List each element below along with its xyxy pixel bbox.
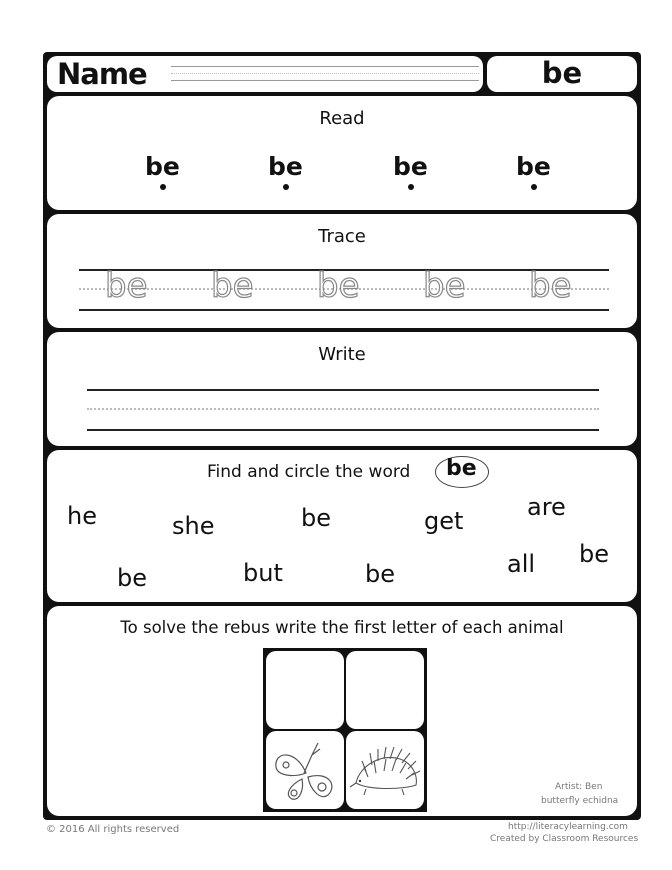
rebus-animal-2 <box>346 731 424 809</box>
rebus-answer-box-1[interactable] <box>266 651 344 729</box>
rebus-grid <box>263 648 427 812</box>
read-word-3: be <box>393 152 428 181</box>
find-word-she[interactable]: she <box>172 512 215 540</box>
find-target-word: be <box>446 456 477 481</box>
trace-base-line <box>79 309 609 311</box>
find-word-are[interactable]: are <box>527 493 566 521</box>
write-base-line <box>87 429 599 431</box>
find-word-all[interactable]: all <box>507 550 536 578</box>
read-title: Read <box>319 108 365 129</box>
read-dot-2 <box>283 184 289 190</box>
write-section[interactable] <box>47 332 637 446</box>
write-title: Write <box>318 344 366 365</box>
rebus-credit-1: Artist: Ben <box>555 782 603 792</box>
find-word-he[interactable]: he <box>67 502 97 530</box>
header-word: be <box>541 56 583 90</box>
header-word-box <box>487 56 637 92</box>
read-section <box>47 96 637 210</box>
echidna-icon <box>346 731 424 809</box>
trace-word-2: be <box>211 266 254 306</box>
read-word-2: be <box>268 152 303 181</box>
rebus-credit-2: butterfly echidna <box>541 796 619 806</box>
find-word-but[interactable]: but <box>243 559 283 587</box>
rebus-instruction: To solve the rebus write the first letter of each animal <box>120 618 564 637</box>
read-dot-3 <box>408 184 414 190</box>
trace-word-1: be <box>105 266 148 306</box>
butterfly-icon <box>266 731 344 809</box>
trace-title: Trace <box>318 226 366 247</box>
read-dot-1 <box>160 184 166 190</box>
rebus-answer-box-2[interactable] <box>346 651 424 729</box>
footer-copyright: © 2016 All rights reserved <box>46 824 180 835</box>
trace-word-5: be <box>529 266 572 306</box>
read-word-1: be <box>145 152 180 181</box>
find-section <box>47 450 637 602</box>
footer-url: http://literacylearning.com <box>508 822 628 832</box>
find-word-be-4[interactable]: be <box>365 560 395 588</box>
trace-word-3: be <box>317 266 360 306</box>
read-word-4: be <box>516 152 551 181</box>
find-word-get[interactable]: get <box>424 507 464 535</box>
find-instruction: Find and circle the word <box>207 462 411 482</box>
find-word-be-2[interactable]: be <box>579 540 609 568</box>
rebus-section <box>47 606 637 816</box>
rebus-animal-1 <box>266 731 344 809</box>
name-label: Name <box>57 57 147 91</box>
worksheet <box>43 52 641 820</box>
write-top-line <box>87 389 599 391</box>
trace-word-4: be <box>423 266 466 306</box>
trace-section <box>47 214 637 328</box>
read-dot-4 <box>531 184 537 190</box>
find-word-be-1[interactable]: be <box>301 504 331 532</box>
find-word-be-3[interactable]: be <box>117 564 147 592</box>
footer-credit: Created by Classroom Resources <box>490 834 639 844</box>
write-mid-line <box>87 408 599 410</box>
name-box <box>47 56 483 92</box>
